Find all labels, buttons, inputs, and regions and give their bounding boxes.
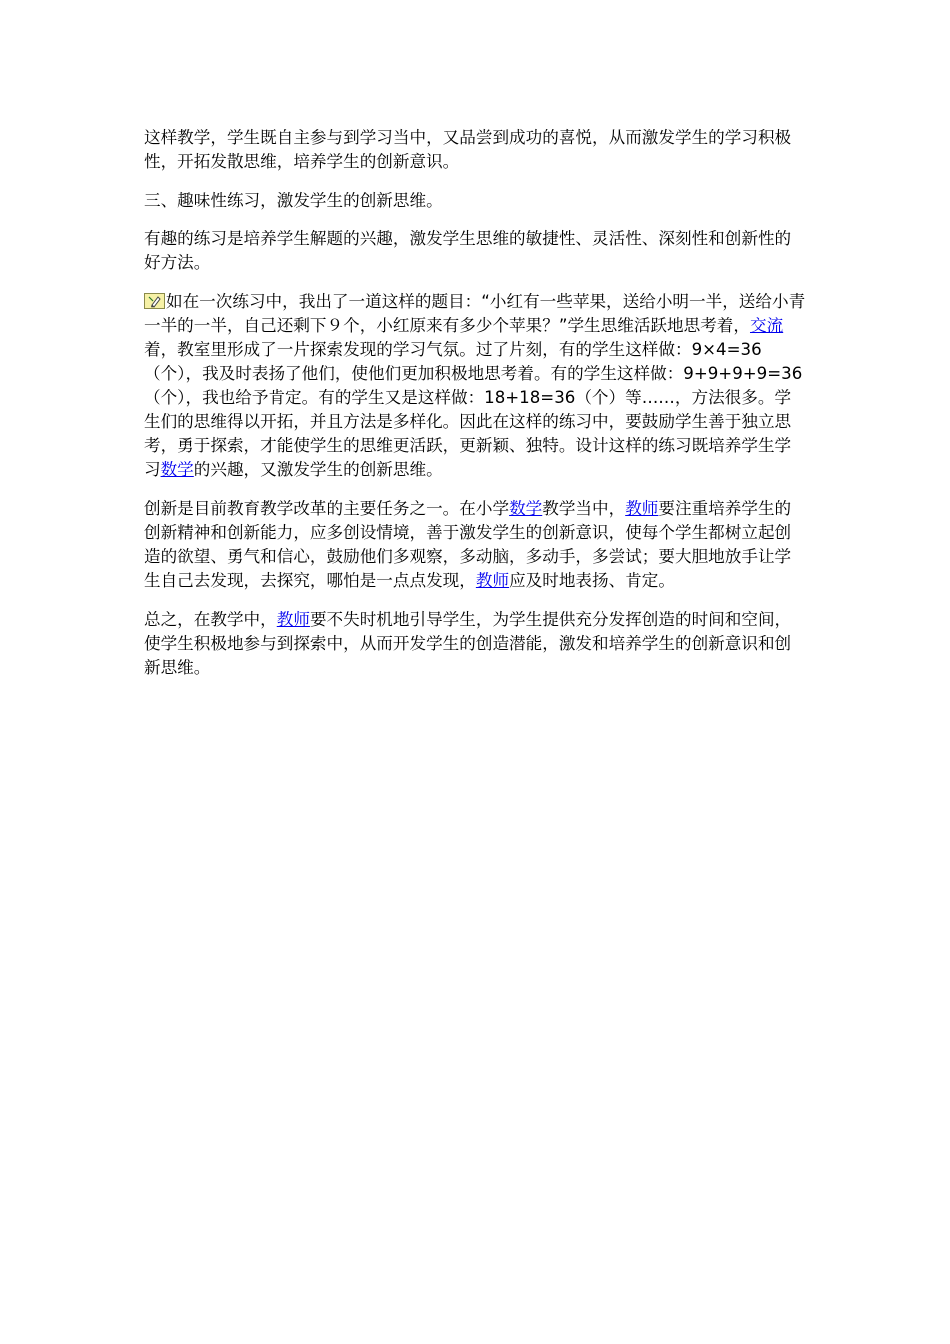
innovation-text-1: 创新是目前教育教学改革的主要任务之一。在小学 <box>144 499 510 518</box>
example-text-1: 如在一次练习中，我出了一道这样的题目：“小红有一些苹果，送给小明一半，送给小青一半的一半，自己还剩下９个，小红原来有多少个苹果？”学生思维活跃地思考着， <box>144 292 806 335</box>
section-heading: 三、趣味性练习，激发学生的创新思维。 <box>144 191 443 210</box>
conclusion-text-2: 要不失时机地引导学生，为学生提供充分发挥创造的时间和空间，使学生积极地参与到探索中，从而开发学生的创造潜能，激发和培养学生的创新意识和创新思维。 <box>144 610 792 677</box>
innovation-text-4: 应及时地表扬、肯定。 <box>509 571 675 590</box>
paragraph-example <box>144 290 806 482</box>
innovation-text-2: 教学当中， <box>542 499 626 518</box>
link-shuxue[interactable]: 数学 <box>509 499 543 518</box>
example-text-3: 的兴趣，又激发学生的创新思维。 <box>193 460 443 479</box>
link-jiaoliu[interactable]: 交流 <box>749 316 784 335</box>
pencil-note-icon <box>144 292 165 308</box>
link-jiaoshi[interactable]: 教师 <box>276 610 310 629</box>
example-text-2: 着，教室里形成了一片探索发现的学习气氛。过了片刻，有的学生这样做：9×4=36（个），我及时表扬了他们，使他们更加积极地思考着。有的学生这样做：9+9+9+9=36（个），我也给予肯定。有的学生又是这样做：18+18=36（个）等……，方法很多。学生们的思维得以开拓，并且方法是多样化。因此在这样的练习中，要鼓励学生善于独立思考，勇于探索，才能使学生的思维更活跃，更新颖、独特。设计这样的练习既培养学生学习 <box>144 340 803 479</box>
document-body <box>144 126 806 695</box>
link-jiaoshi[interactable]: 教师 <box>475 571 510 590</box>
paragraph-conclusion <box>144 608 806 680</box>
link-jiaoshi[interactable]: 教师 <box>625 499 659 518</box>
paragraph-innovation <box>144 497 806 593</box>
paragraph-summary: 这样教学，学生既自主参与到学习当中，又品尝到成功的喜悦，从而激发学生的学习积极性，开拓发散思维，培养学生的创新意识。 <box>144 128 792 171</box>
conclusion-text-1: 总之，在教学中， <box>144 610 277 629</box>
paragraph-intro: 有趣的练习是培养学生解题的兴趣，激发学生思维的敏捷性、灵活性、深刻性和创新性的好方法。 <box>144 229 792 272</box>
link-shuxue[interactable]: 数学 <box>160 460 194 479</box>
innovation-text-3: 要注重培养学生的创新精神和创新能力，应多创设情境，善于激发学生的创新意识，使每个学生都树立起创造的欲望、勇气和信心，鼓励他们多观察，多动脑，多动手，多尝试；要大胆地放手让学生自己去发现，去探究，哪怕是一点点发现， <box>144 499 792 590</box>
